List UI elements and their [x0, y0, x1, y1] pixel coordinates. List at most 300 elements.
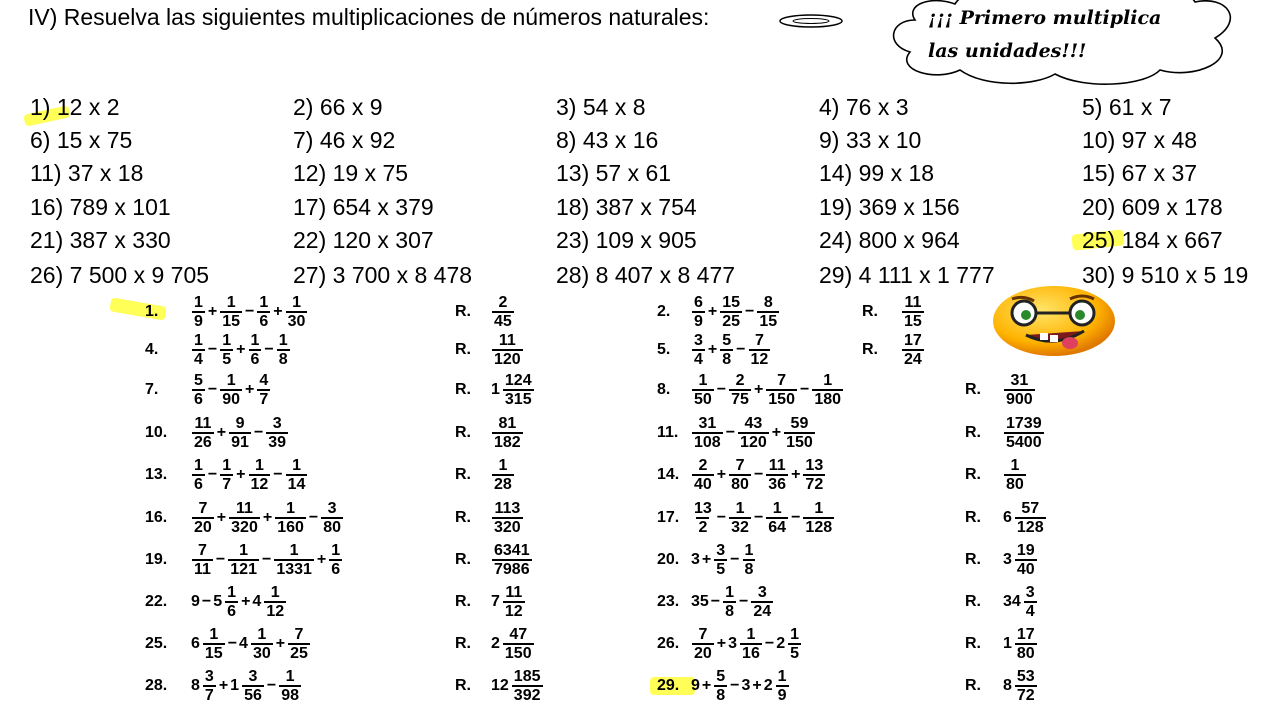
whole-number: 35 — [691, 593, 709, 610]
denominator: 128 — [1016, 519, 1044, 536]
whole-number: 3 — [728, 635, 738, 652]
numerator: 7 — [698, 626, 708, 643]
operator: − — [215, 551, 226, 568]
fraction — [503, 584, 525, 620]
denominator: 6 — [250, 351, 260, 368]
denominator: 7 — [259, 391, 269, 408]
numerator: 11 — [505, 584, 523, 601]
exercise-expression — [690, 332, 772, 368]
fraction — [803, 500, 834, 536]
denominator: 6 — [194, 391, 203, 408]
denominator: 4 — [694, 351, 703, 368]
denominator: 120 — [494, 351, 521, 368]
numerator: 1 — [698, 372, 708, 389]
numerator: 15 — [722, 294, 741, 311]
fraction — [902, 332, 924, 368]
numerator: 1 — [227, 584, 237, 601]
numerator: 1 — [285, 668, 295, 685]
denominator: 80 — [1016, 645, 1035, 662]
answer-value — [490, 584, 527, 620]
denominator: 25 — [722, 313, 741, 330]
fraction — [1024, 584, 1037, 620]
numerator: 1 — [194, 332, 203, 349]
denominator: 12 — [750, 351, 769, 368]
answer-value — [490, 542, 534, 578]
answer-label: R. — [455, 303, 471, 320]
exercise-expression — [690, 626, 803, 662]
operator: + — [753, 381, 764, 398]
answer-label: R. — [965, 635, 981, 652]
fraction — [492, 457, 514, 493]
fraction — [229, 415, 251, 451]
denominator: 90 — [222, 391, 241, 408]
whole-number: 8 — [191, 677, 200, 694]
exercise-number: 4. — [145, 341, 159, 358]
numerator: 11 — [194, 415, 212, 432]
denominator: 98 — [281, 687, 299, 704]
denominator: 320 — [494, 519, 521, 536]
numerator: 1 — [259, 294, 269, 311]
fraction — [192, 372, 205, 408]
whole-number: 8 — [1003, 677, 1012, 694]
numerator: 1 — [746, 626, 756, 643]
answer-label: R. — [965, 466, 981, 483]
answer-value — [1002, 626, 1039, 662]
exercise-number: 20. — [657, 551, 680, 568]
operator: − — [739, 593, 749, 610]
exercise-number: 1. — [145, 303, 159, 320]
fraction — [251, 626, 273, 662]
numerator: 1 — [725, 584, 735, 601]
multiplication-item: 17) 654 x 379 — [293, 194, 434, 220]
denominator: 12 — [504, 603, 523, 620]
fraction — [277, 332, 290, 368]
multiplication-item-cut: 28) 8 407 x 8 477 — [556, 262, 736, 288]
numerator: 7 — [777, 372, 787, 389]
denominator: 8 — [722, 351, 732, 368]
operator: − — [201, 593, 212, 610]
multiplication-item: 19) 369 x 156 — [819, 194, 960, 220]
operator: − — [264, 341, 274, 358]
answer-label: R. — [965, 509, 981, 526]
answer-value — [1002, 500, 1048, 536]
denominator: 180 — [814, 391, 842, 408]
numerator: 11 — [236, 500, 253, 517]
denominator: 80 — [1006, 476, 1024, 493]
denominator: 30 — [252, 645, 271, 662]
numerator: 1 — [772, 500, 782, 517]
answer-label: R. — [455, 551, 471, 568]
numerator: 1 — [250, 332, 260, 349]
answer-value — [490, 457, 516, 493]
answer-value — [1002, 584, 1039, 620]
numerator: 3 — [757, 584, 767, 601]
multiplication-item: 4) 76 x 3 — [819, 94, 909, 120]
operator: + — [236, 466, 246, 483]
fraction — [192, 332, 205, 368]
whole-number: 12 — [491, 677, 509, 694]
denominator: 320 — [231, 519, 258, 536]
exercise-expression — [690, 415, 817, 451]
operator: − — [730, 677, 740, 694]
fraction — [1015, 500, 1046, 536]
fraction — [192, 542, 213, 578]
operator: + — [316, 551, 327, 568]
exercise-expression — [690, 542, 757, 578]
exercise-title: IV) Resuelva las siguientes multiplicaciones de números naturales: — [28, 4, 710, 30]
denominator: 91 — [231, 434, 249, 451]
denominator: 25 — [290, 645, 308, 662]
multiplication-item: 16) 789 x 101 — [30, 194, 171, 220]
fraction — [203, 668, 216, 704]
numerator: 1 — [278, 332, 288, 349]
answer-value — [490, 332, 525, 368]
fraction — [757, 294, 779, 330]
multiplication-item-cut: 27) 3 700 x 8 478 — [293, 262, 473, 288]
numerator: 11 — [904, 294, 922, 311]
answer-label: R. — [455, 635, 471, 652]
fraction — [723, 584, 736, 620]
fraction — [492, 542, 532, 578]
fraction — [776, 668, 789, 704]
answer-label: R. — [455, 466, 471, 483]
numerator: 2 — [735, 372, 745, 389]
exercise-number: 10. — [145, 424, 168, 441]
fraction — [803, 457, 825, 493]
denominator: 12 — [250, 476, 269, 493]
denominator: 16 — [742, 645, 760, 662]
denominator: 4 — [194, 351, 203, 368]
exercise-number: 28. — [145, 677, 168, 694]
denominator: 150 — [504, 645, 532, 662]
exercise-number: 19. — [145, 551, 168, 568]
numerator: 59 — [790, 415, 809, 432]
fraction — [220, 332, 233, 368]
numerator: 1 — [744, 542, 754, 559]
fraction — [220, 294, 242, 330]
denominator: 15 — [759, 313, 778, 330]
answer-label: R. — [965, 551, 981, 568]
fraction — [749, 332, 771, 368]
answer-label: R. — [965, 677, 981, 694]
numerator: 11 — [498, 332, 516, 349]
denominator: 75 — [731, 391, 749, 408]
numerator: 31 — [698, 415, 717, 432]
fraction — [503, 626, 534, 662]
fraction — [220, 457, 233, 493]
fraction — [275, 500, 306, 536]
operator: − — [716, 509, 727, 526]
operator: + — [771, 424, 782, 441]
speech-pointer-oval — [778, 13, 844, 29]
numerator: 1 — [498, 457, 508, 474]
denominator: 80 — [323, 519, 342, 536]
fraction — [740, 626, 762, 662]
multiplication-item: 5) 61 x 7 — [1082, 94, 1172, 120]
exercise-number: 13. — [145, 466, 168, 483]
exercise-number: 22. — [145, 593, 168, 610]
numerator: 185 — [513, 668, 541, 685]
denominator: 80 — [731, 476, 749, 493]
denominator: 40 — [1016, 561, 1035, 578]
fraction — [288, 626, 310, 662]
fraction — [743, 542, 756, 578]
denominator: 128 — [805, 519, 833, 536]
answer-label: R. — [862, 341, 878, 358]
answer-label: R. — [455, 677, 471, 694]
exercise-expression — [190, 457, 309, 493]
fraction — [492, 332, 523, 368]
operator: − — [261, 551, 272, 568]
denominator: 45 — [494, 313, 512, 330]
numerator: 1 — [239, 542, 249, 559]
denominator: 14 — [287, 476, 306, 493]
answer-value — [900, 332, 926, 368]
numerator: 3 — [327, 500, 337, 517]
fraction — [192, 500, 214, 536]
operator: + — [273, 303, 283, 320]
operator: + — [716, 466, 727, 483]
whole-number: 6 — [191, 635, 200, 652]
multiplication-item-cut: 26) 7 500 x 9 705 — [30, 262, 210, 288]
numerator: 1 — [331, 542, 341, 559]
fraction — [692, 294, 705, 330]
denominator: 72 — [1016, 687, 1035, 704]
fraction — [279, 668, 301, 704]
operator: + — [216, 509, 227, 526]
numerator: 3 — [204, 668, 214, 685]
operator: − — [716, 381, 727, 398]
operator: + — [716, 635, 727, 652]
multiplication-item-cut: 30) 9 510 x 5 19 — [1082, 262, 1249, 288]
fraction — [766, 372, 797, 408]
numerator: 1739 — [1006, 415, 1042, 432]
multiplication-item: 18) 387 x 754 — [556, 194, 697, 220]
numerator: 1 — [286, 500, 295, 517]
answer-label: R. — [455, 341, 471, 358]
numerator: 13 — [805, 457, 824, 474]
fraction — [249, 332, 262, 368]
whole-number: 4 — [252, 593, 262, 610]
whole-number: 4 — [239, 635, 248, 652]
denominator: 6 — [227, 603, 237, 620]
numerator: 3 — [248, 668, 258, 685]
denominator: 15 — [904, 313, 922, 330]
numerator: 1 — [289, 542, 299, 559]
numerator: 1 — [735, 500, 745, 517]
numerator: 4 — [259, 372, 269, 389]
fraction — [1015, 542, 1037, 578]
numerator: 113 — [494, 500, 521, 517]
numerator: 19 — [1016, 542, 1035, 559]
operator: − — [207, 381, 218, 398]
answer-label: R. — [965, 424, 981, 441]
fraction — [714, 668, 727, 704]
numerator: 2 — [498, 294, 508, 311]
numerator: 17 — [904, 332, 922, 349]
numerator: 7 — [294, 626, 304, 643]
denominator: 1331 — [276, 561, 312, 578]
exercise-expression — [690, 457, 827, 493]
operator: + — [275, 635, 286, 652]
denominator: 5 — [222, 351, 232, 368]
denominator: 28 — [494, 476, 512, 493]
numerator: 1 — [209, 626, 219, 643]
multiplication-item: 12) 19 x 75 — [293, 160, 409, 186]
fraction — [229, 500, 260, 536]
exercise-number: 16. — [145, 509, 168, 526]
exercise-number: 11. — [657, 424, 679, 441]
numerator: 7 — [198, 542, 207, 559]
fraction — [692, 500, 714, 536]
denominator: 20 — [194, 519, 212, 536]
fraction — [692, 457, 714, 493]
denominator: 72 — [805, 476, 824, 493]
fraction — [286, 457, 308, 493]
numerator: 6341 — [494, 542, 530, 559]
numerator: 1 — [194, 457, 203, 474]
whole-number: 5 — [213, 593, 223, 610]
denominator: 160 — [277, 519, 304, 536]
operator: + — [752, 677, 762, 694]
fraction — [228, 542, 259, 578]
whole-number: 3 — [691, 551, 700, 568]
fraction — [492, 500, 523, 536]
denominator: 9 — [694, 313, 703, 330]
denominator: 39 — [268, 434, 287, 451]
operator: − — [227, 635, 238, 652]
multiplication-item: 7) 46 x 92 — [293, 127, 396, 153]
multiplication-item: 24) 800 x 964 — [819, 227, 960, 253]
denominator: 900 — [1006, 391, 1033, 408]
exercise-number: 17. — [657, 509, 680, 526]
fraction — [1004, 457, 1026, 493]
answer-label: R. — [965, 381, 981, 398]
denominator: 36 — [768, 476, 787, 493]
numerator: 1 — [222, 332, 232, 349]
denominator: 150 — [768, 391, 795, 408]
fraction — [729, 372, 751, 408]
answer-value — [900, 294, 926, 330]
answer-value — [1002, 372, 1037, 408]
denominator: 5 — [716, 561, 726, 578]
multiplication-item: 22) 120 x 307 — [293, 227, 434, 253]
denominator: 6 — [194, 476, 203, 493]
denominator: 30 — [287, 313, 306, 330]
exercise-number: 2. — [657, 303, 671, 320]
whole-number: 9 — [191, 593, 200, 610]
fraction — [192, 415, 214, 451]
numerator: 7 — [198, 500, 208, 517]
multiplication-item: 25) 184 x 667 — [1082, 227, 1223, 253]
nerd-face-emoji — [988, 285, 1121, 357]
fraction — [720, 332, 733, 368]
fraction — [692, 332, 705, 368]
whole-number: 1 — [1003, 635, 1012, 652]
numerator: 3 — [272, 415, 282, 432]
operator: − — [207, 466, 218, 483]
numerator: 1 — [194, 294, 203, 311]
denominator: 12 — [266, 603, 285, 620]
numerator: 3 — [1025, 584, 1035, 601]
denominator: 24 — [904, 351, 922, 368]
fraction — [738, 415, 769, 451]
operator: − — [736, 341, 746, 358]
numerator: 1 — [270, 584, 280, 601]
fraction — [692, 415, 723, 451]
fraction — [286, 294, 308, 330]
numerator: 81 — [498, 415, 517, 432]
numerator: 17 — [1016, 626, 1035, 643]
denominator: 9 — [194, 313, 203, 330]
numerator: 1 — [292, 457, 301, 474]
numerator: 1 — [823, 372, 833, 389]
answer-value — [1002, 415, 1046, 451]
operator: + — [218, 677, 229, 694]
numerator: 1 — [814, 500, 824, 517]
operator: − — [745, 303, 755, 320]
whole-number: 34 — [1003, 593, 1021, 610]
denominator: 315 — [504, 391, 532, 408]
numerator: 1 — [790, 626, 799, 643]
denominator: 8 — [744, 561, 754, 578]
operator: − — [207, 341, 218, 358]
answer-label: R. — [455, 593, 471, 610]
denominator: 40 — [694, 476, 712, 493]
fraction — [729, 500, 751, 536]
exercise-expression — [190, 500, 345, 536]
operator: − — [245, 303, 255, 320]
denominator: 9 — [777, 687, 787, 704]
operator: + — [701, 551, 712, 568]
numerator: 43 — [744, 415, 763, 432]
multiplication-item: 8) 43 x 16 — [556, 127, 659, 153]
numerator: 1 — [777, 668, 787, 685]
exercise-expression — [190, 294, 309, 330]
fraction — [242, 668, 264, 704]
multiplication-item: 2) 66 x 9 — [293, 94, 383, 120]
numerator: 1 — [254, 457, 264, 474]
denominator: 56 — [244, 687, 262, 704]
denominator: 182 — [494, 434, 521, 451]
operator: + — [241, 593, 251, 610]
fraction — [192, 294, 205, 330]
denominator: 20 — [694, 645, 712, 662]
denominator: 8 — [278, 351, 288, 368]
numerator: 6 — [694, 294, 703, 311]
fraction — [766, 457, 788, 493]
fraction — [220, 372, 242, 408]
answer-value — [490, 372, 536, 408]
multiplication-item: 21) 387 x 330 — [30, 227, 171, 253]
fraction — [812, 372, 843, 408]
denominator: 120 — [740, 434, 767, 451]
numerator: 1 — [1010, 457, 1020, 474]
multiplication-item: 3) 54 x 8 — [556, 94, 646, 120]
whole-number: 1 — [230, 677, 240, 694]
fraction — [1015, 668, 1037, 704]
fraction — [788, 626, 801, 662]
denominator: 5400 — [1006, 434, 1042, 451]
operator: − — [753, 509, 764, 526]
denominator: 11 — [194, 561, 211, 578]
denominator: 121 — [230, 561, 257, 578]
denominator: 6 — [259, 313, 269, 330]
multiplication-item: 23) 109 x 905 — [556, 227, 697, 253]
numerator: 13 — [694, 500, 712, 517]
denominator: 8 — [716, 687, 726, 704]
numerator: 5 — [194, 372, 203, 389]
